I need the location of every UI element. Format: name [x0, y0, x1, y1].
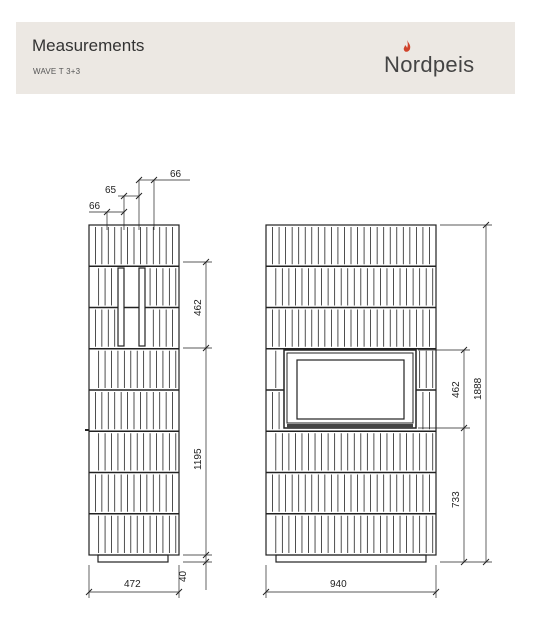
dim-side-base: 40: [178, 570, 189, 582]
dim-side-width: 472: [124, 579, 141, 590]
dim-front-bottom: 733: [451, 491, 462, 508]
side-view: [85, 225, 179, 562]
dim-side-opening: 462: [193, 299, 204, 316]
dim-front-total: 1888: [473, 377, 484, 400]
dim-side-lower: 1195: [193, 448, 204, 470]
brand-logo: Nordpeis: [384, 52, 475, 77]
dim-front-width: 940: [330, 579, 347, 590]
dim-front-door: 462: [451, 381, 462, 398]
dim-top-66-lower: 66: [89, 201, 101, 212]
page-subtitle: WAVE T 3+3: [33, 67, 81, 76]
side-opening-right: [139, 268, 145, 346]
door-bottom-rail: [287, 424, 413, 428]
side-base: [98, 555, 168, 562]
dim-top-66-upper: 66: [170, 169, 182, 180]
front-base: [276, 555, 426, 562]
front-view: [266, 225, 436, 562]
side-opening-left: [118, 268, 124, 346]
page-title: Measurements: [32, 36, 145, 55]
fireplace-glass: [297, 360, 404, 419]
dim-top-65: 65: [105, 185, 117, 196]
